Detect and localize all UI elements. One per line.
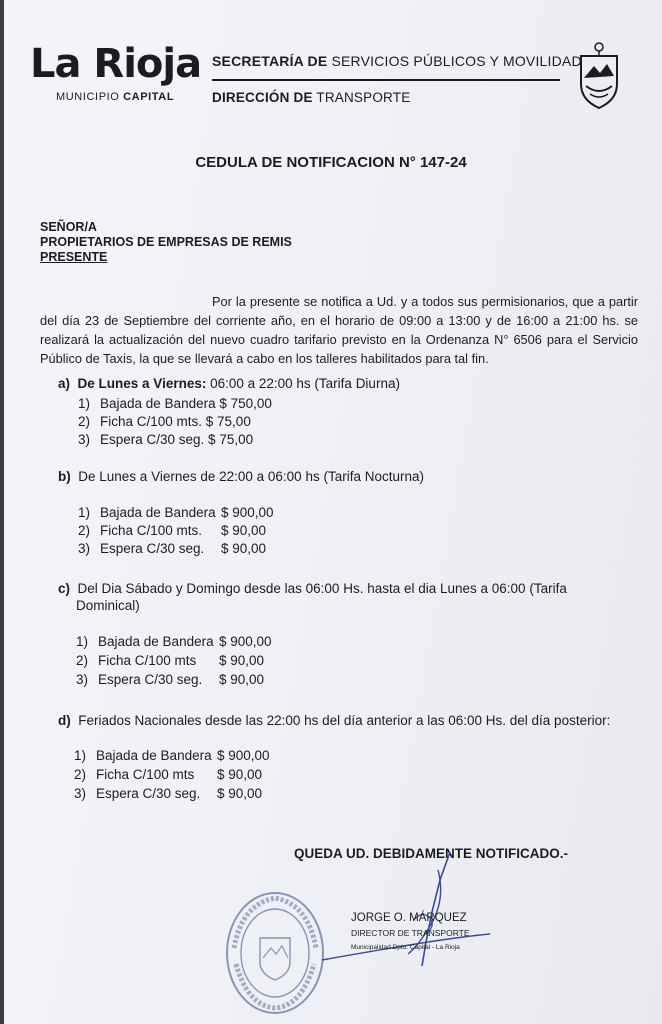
- recipient-line: PROPIETARIOS DE EMPRESAS DE REMIS: [40, 235, 292, 249]
- closing-statement: QUEDA UD. DEBIDAMENTE NOTIFICADO.-: [294, 846, 568, 861]
- header-rule: [212, 79, 560, 81]
- section-d-heading: d) Feriados Nacionales desde las 22:00 hs del día anterior a las 06:00 Hs. del día posterior:: [58, 713, 611, 728]
- section-a-heading: a) De Lunes a Viernes: 06:00 a 22:00 hs (Tarifa Diurna): [58, 376, 400, 391]
- document-title: CEDULA DE NOTIFICACION N° 147-24: [195, 154, 467, 171]
- municipality-logo: La Rioja: [30, 41, 202, 87]
- presente-line: PRESENTE: [40, 250, 108, 264]
- official-seal-icon: [222, 888, 328, 1018]
- secretaria-heading: SECRETARÍA DE SERVICIOS PÚBLICOS Y MOVILIDAD: [212, 53, 582, 69]
- coat-of-arms-icon: [576, 40, 622, 110]
- notice-paragraph: Por la presente se notifica a Ud. y a todos sus permisionarios, que a partir del día 23 de Septiembre del corriente año, en el horario de 09:00 a 13:00 y de 16:00 a 21:00 hs. se realizará la actualización del nuevo cuadro tarifario previsto en la Ordenanza N° 6506 para el Servicio Público de Taxis, la que se llevará a cabo en los talleres habilitados para tal fin.: [40, 294, 638, 366]
- logo-subtitle: MUNICIPIO CAPITAL: [56, 91, 175, 103]
- signatory-name: JORGE O. MÁRQUEZ: [351, 912, 467, 924]
- salutation-line: SEÑOR/A: [40, 220, 97, 234]
- section-c-heading: c) Del Dia Sábado y Domingo desde las 06:00 Hs. hasta el dia Lunes a 06:00 (Tarifa: [58, 581, 567, 596]
- section-b-heading: b) De Lunes a Viernes de 22:00 a 06:00 hs (Tarifa Nocturna): [58, 469, 424, 484]
- section-c-heading-cont: Dominical): [76, 598, 140, 613]
- handwritten-signature-icon: [318, 850, 498, 970]
- signatory-municipality: Municipalidad Dpto. Capital - La Rioja: [351, 944, 460, 951]
- signatory-role: DIRECTOR DE TRANSPORTE: [351, 928, 470, 938]
- direccion-heading: DIRECCIÓN DE TRANSPORTE: [212, 90, 411, 105]
